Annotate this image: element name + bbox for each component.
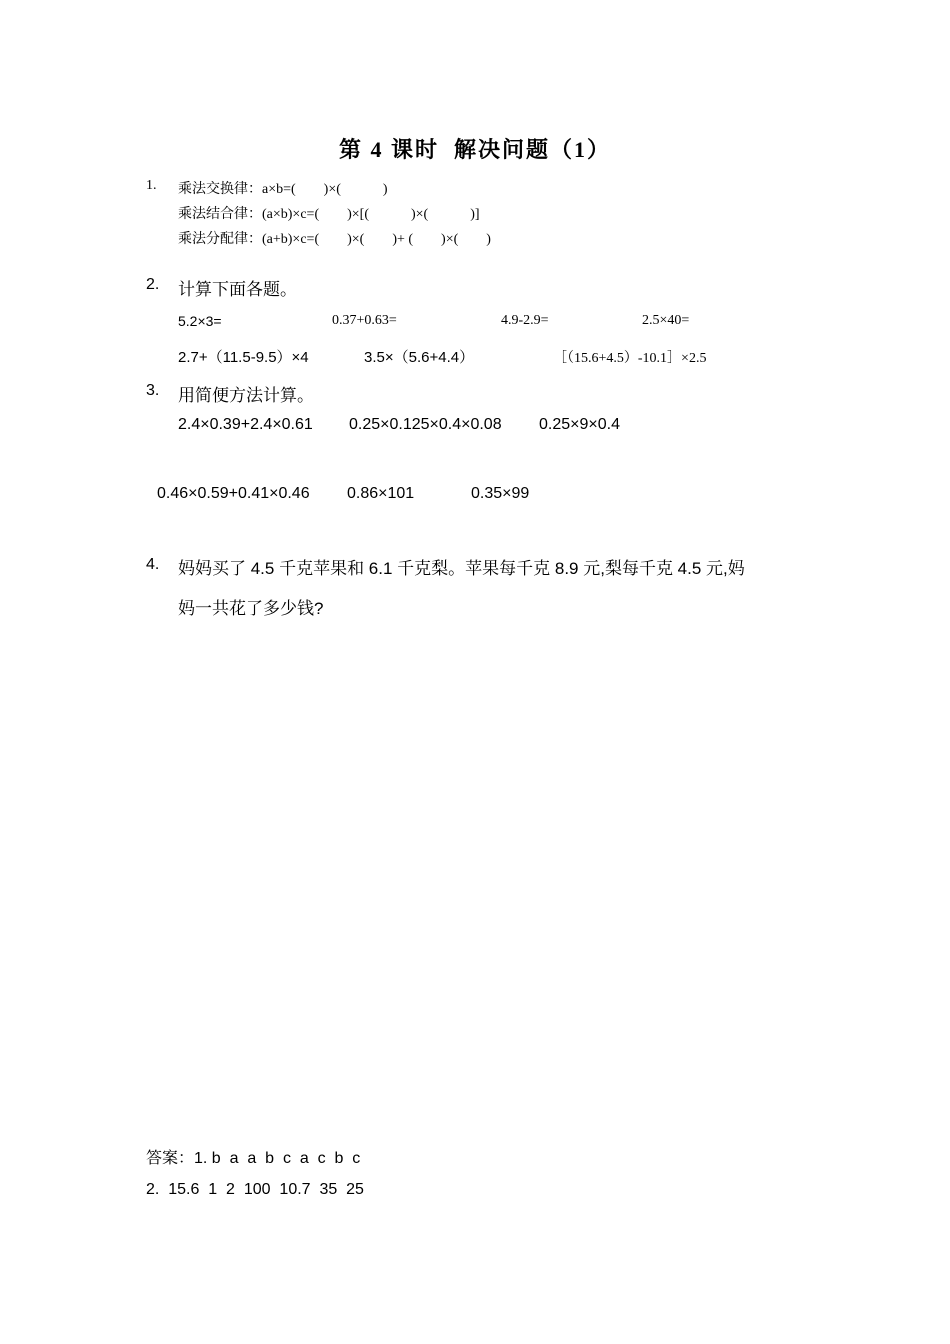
q3-item-3: 0.25×9×0.4 xyxy=(539,416,620,433)
q1-commutative-law: 乘法交换律：a×b=( )×( ) xyxy=(178,182,388,197)
q3-item-1: 2.4×0.39+2.4×0.61 xyxy=(178,416,313,433)
q3-item-2: 0.25×0.125×0.4×0.08 xyxy=(349,416,502,433)
answers-line-2: 2. 15.6 1 2 100 10.7 35 25 xyxy=(146,1181,364,1198)
q2-heading: 计算下面各题。 xyxy=(178,280,297,299)
q1-distributive-law: 乘法分配律：(a+b)×c=( )×( )+ ( )×( ) xyxy=(178,232,491,247)
q2-item-1: 5.2×3= xyxy=(178,313,222,329)
q3-number: 3. xyxy=(146,382,160,399)
q1-number: 1. xyxy=(146,178,157,193)
q2-number: 2. xyxy=(146,276,160,293)
q4-line-1: 妈妈买了 4.5 千克苹果和 6.1 千克梨。苹果每千克 8.9 元,梨每千克 4.5 元,妈 xyxy=(178,559,745,578)
q3-item-6: 0.35×99 xyxy=(471,485,530,502)
q2-item-4: 2.5×40= xyxy=(642,313,690,328)
q4-line-2: 妈一共花了多少钱? xyxy=(178,599,324,618)
q2-item-6: 3.5×（5.6+4.4） xyxy=(364,349,475,366)
answers-line-1: 答案：1. b a a b c a c b c xyxy=(146,1150,361,1167)
q2-item-7: ［（15.6+4.5）-10.1］×2.5 xyxy=(553,351,707,366)
q2-item-3: 4.9-2.9= xyxy=(501,313,549,328)
q4-number: 4. xyxy=(146,556,160,573)
q3-item-5: 0.86×101 xyxy=(347,485,415,502)
q3-item-4: 0.46×0.59+0.41×0.46 xyxy=(157,485,310,502)
q2-item-2: 0.37+0.63= xyxy=(332,313,397,328)
q2-item-5: 2.7+（11.5-9.5）×4 xyxy=(178,349,309,366)
q3-heading: 用简便方法计算。 xyxy=(178,386,314,405)
page-title: 第 4 课时 解决问题（1） xyxy=(338,137,611,162)
q1-associative-law: 乘法结合律：(a×b)×c=( )×[( )×( )] xyxy=(178,207,480,222)
